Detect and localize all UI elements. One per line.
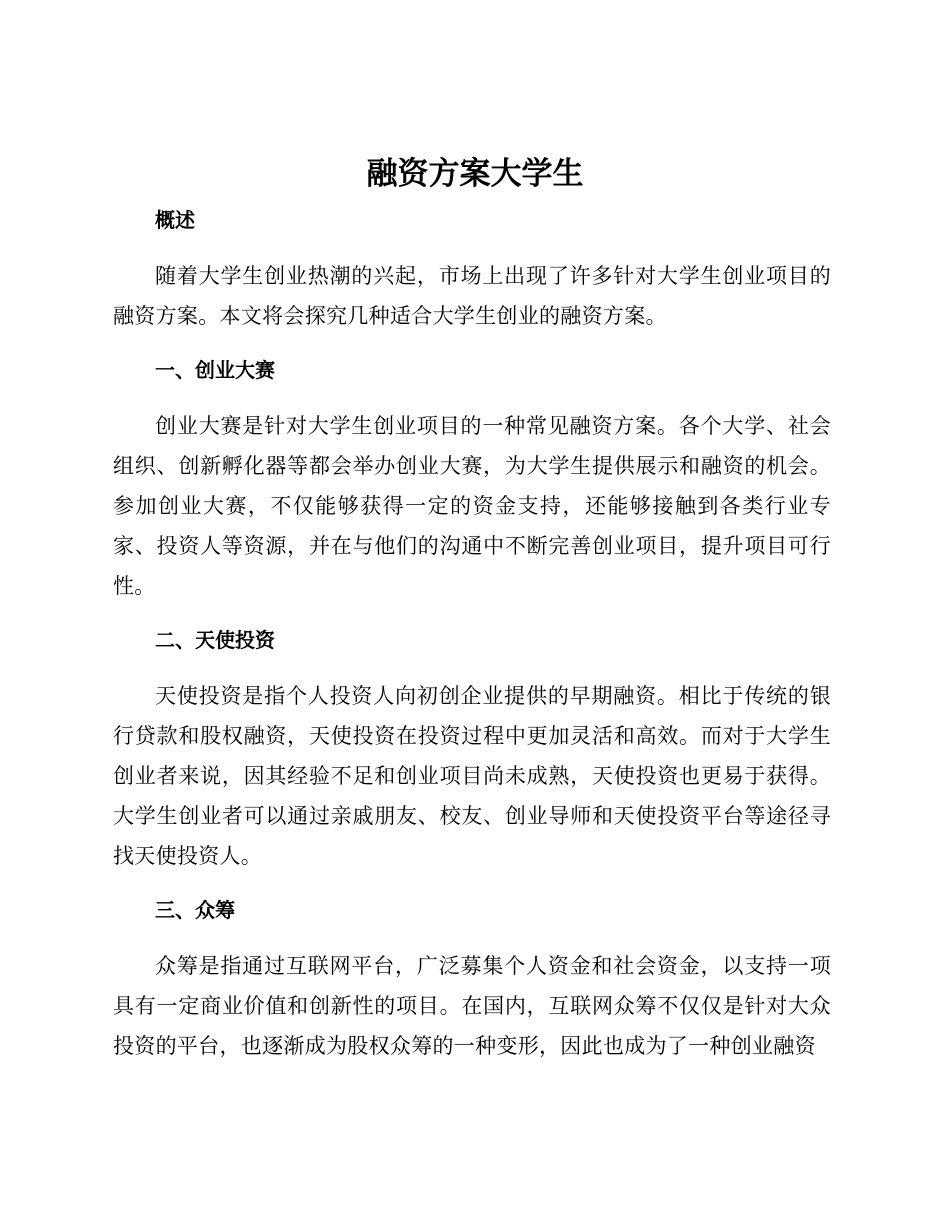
section-heading: 三、众筹 [155, 898, 235, 922]
section-paragraph: 众筹是指通过互联网平台，广泛募集个人资金和社会资金，以支持一项具有一定商业价值和创新性的项目。在国内，互联网众筹不仅仅是针对大众投资的平台，也逐渐成为股权众筹的一种变形，因此也成为了一种创业融资 [113, 954, 831, 1058]
document-body [113, 200, 831, 1066]
section-paragraph: 创业大赛是针对大学生创业项目的一种常见融资方案。各个大学、社会组织、创新孵化器等都会举办创业大赛，为大学生提供展示和融资的机会。参加创业大赛，不仅能够获得一定的资金支持，还能够接触到各类行业专家、投资人等资源，并在与他们的沟通中不断完善创业项目，提升项目可行性。 [113, 414, 831, 598]
section-crowdfunding [113, 890, 831, 1066]
document-title: 融资方案大学生 [366, 156, 584, 192]
section-startup-competition [113, 350, 831, 606]
section-heading: 一、创业大赛 [155, 358, 275, 382]
section-angel-investment [113, 620, 831, 876]
section-overview [113, 200, 831, 336]
section-heading: 概述 [155, 208, 195, 232]
section-heading: 二、天使投资 [155, 628, 275, 652]
section-paragraph: 随着大学生创业热潮的兴起，市场上出现了许多针对大学生创业项目的融资方案。本文将会探究几种适合大学生创业的融资方案。 [113, 264, 831, 328]
section-paragraph: 天使投资是指个人投资人向初创企业提供的早期融资。相比于传统的银行贷款和股权融资，天使投资在投资过程中更加灵活和高效。而对于大学生创业者来说，因其经验不足和创业项目尚未成熟，天使投资也更易于获得。大学生创业者可以通过亲戚朋友、校友、创业导师和天使投资平台等途径寻找天使投资人。 [113, 684, 831, 868]
